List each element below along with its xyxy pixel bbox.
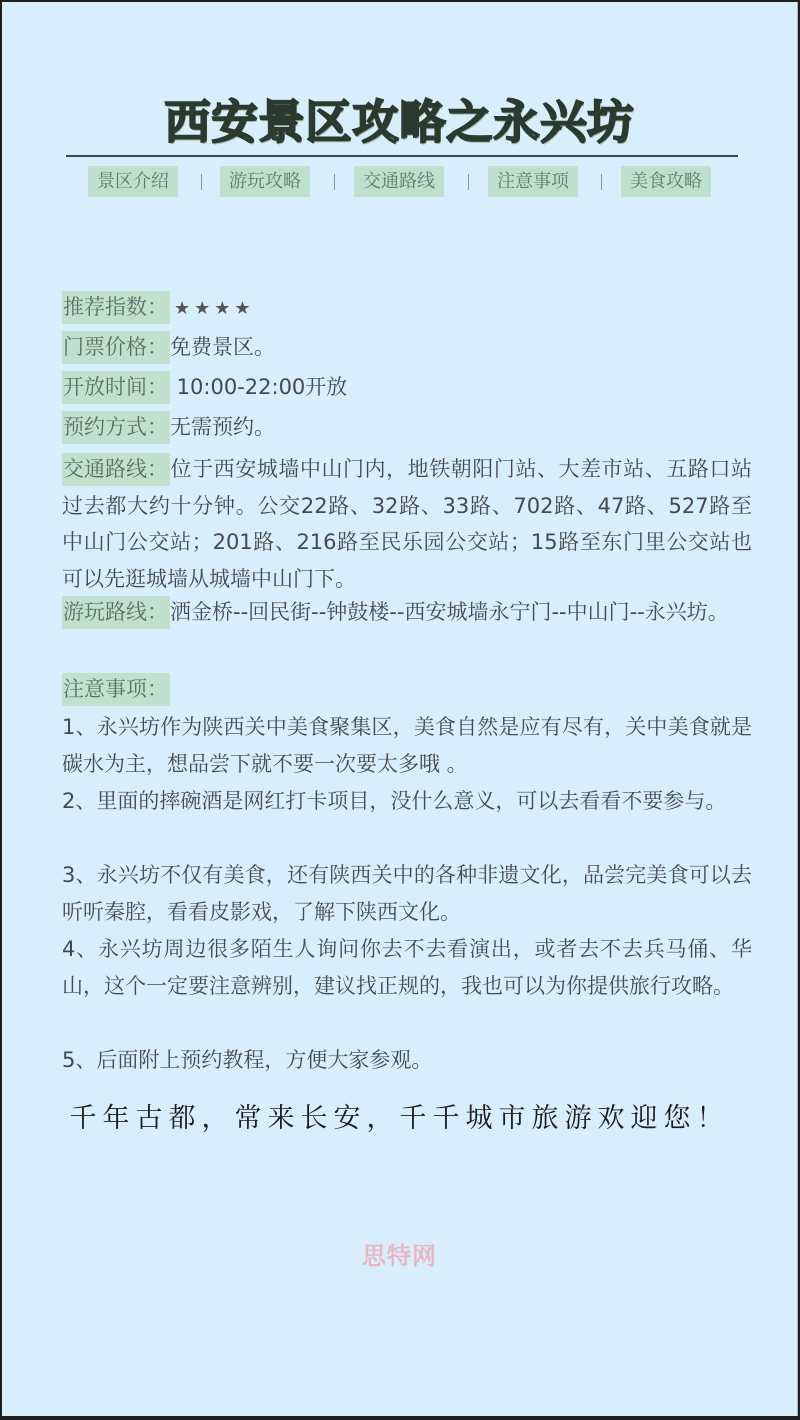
note-item: 2、里面的摔碗酒是网红打卡项目，没什么意义，可以去看看不要参与。	[62, 789, 727, 813]
tab-transport[interactable]: 交通路线	[354, 166, 444, 197]
slogan: 千年古都，常来长安，千千城市旅游欢迎您！	[69, 1103, 730, 1134]
transport-value: 位于西安城墙中山门内，地铁朝阳门站、大差市站、五路口站过去都大约十分钟。公交22路、32路、33路、702路、47路、527路至中山门公交站；201路、216路至民乐园公交站；15路至东门里公交站也可以先逛城墙从城墙中山门下。	[62, 457, 752, 591]
notes-heading-row	[62, 671, 752, 708]
note-item: 5、后面附上预约教程，方便大家参观。	[62, 1048, 433, 1072]
page-title: 西安景区攻略之永兴坊	[164, 95, 635, 149]
nav-separator	[334, 174, 335, 190]
hours-label: 开放时间：	[62, 371, 170, 404]
notes-label: 注意事项：	[62, 673, 170, 706]
transport-label: 交通路线：	[62, 453, 170, 486]
nav-separator	[468, 174, 469, 190]
note-item: 4、永兴坊周边很多陌生人询问你去不去看演出，或者去不去兵马俑、华山，这个一定要注意辨别，建议找正规的，我也可以为你提供旅行攻略。	[62, 937, 752, 998]
tab-food-guide[interactable]: 美食攻略	[621, 166, 711, 197]
title-divider	[66, 155, 738, 157]
rating-row	[62, 289, 752, 327]
watermark: 思特网	[362, 1242, 437, 1270]
hours-row	[62, 369, 752, 406]
booking-value: 无需预约。	[170, 415, 275, 439]
tab-notes[interactable]: 注意事项	[488, 166, 578, 197]
rating-label: 推荐指数：	[62, 291, 170, 324]
ticket-row	[62, 329, 752, 366]
note-item: 3、永兴坊不仅有美食，还有陕西关中的各种非遗文化，品尝完美食可以去听听秦腔，看看皮影戏，了解下陕西文化。	[62, 863, 752, 924]
hours-value: 10:00-22:00开放	[170, 375, 348, 399]
page	[2, 2, 798, 1416]
transport-block	[62, 451, 752, 597]
booking-row	[62, 409, 752, 446]
rating-stars-icon: ★★★★	[174, 298, 255, 319]
ticket-label: 门票价格：	[62, 331, 170, 364]
nav-separator	[601, 174, 602, 190]
booking-label: 预约方式：	[62, 411, 170, 444]
route-label: 游玩路线：	[62, 596, 170, 629]
nav-separator	[201, 174, 202, 190]
section-nav	[2, 166, 797, 198]
ticket-value: 免费景区。	[170, 335, 275, 359]
note-item: 1、永兴坊作为陕西关中美食聚集区，美食自然是应有尽有，关中美食就是碳水为主，想品尝下就不要一次要太多哦 。	[62, 715, 752, 776]
tab-play-guide[interactable]: 游玩攻略	[220, 166, 310, 197]
route-block	[62, 594, 752, 631]
tab-scenic-intro[interactable]: 景区介绍	[88, 166, 178, 197]
route-value: 洒金桥--回民街--钟鼓楼--西安城墙永宁门--中山门--永兴坊。	[170, 600, 729, 624]
